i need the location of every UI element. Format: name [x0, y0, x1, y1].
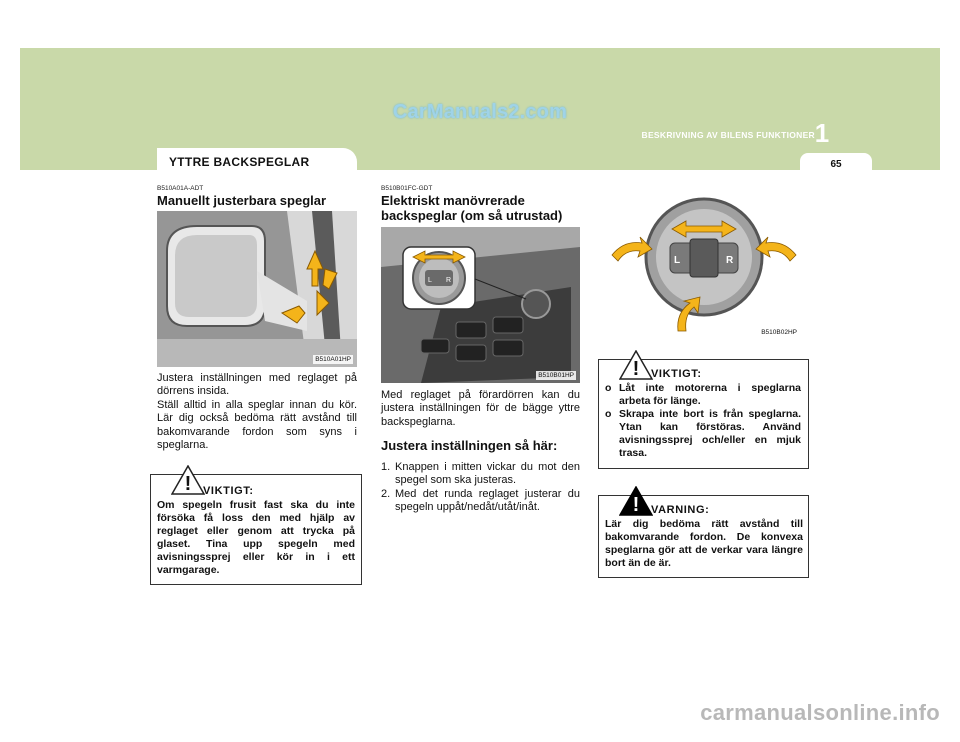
mirror-switch-illustration	[604, 185, 803, 340]
svg-text:!: !	[632, 494, 640, 516]
warning-text: Om spegeln frusit fast ska du inte försöka få loss den med hjälp av reglaget eller genom att trycka på glaset. Tina upp spegeln med avisningssprej eller kör in i ett varmgarage.	[157, 499, 355, 576]
chapter-number: 1	[814, 118, 830, 148]
section-label: BESKRIVNING AV BILENS FUNKTIONER	[641, 130, 815, 140]
watermark-top[interactable]: CarManuals2.com	[392, 101, 568, 123]
switch-closeup-photo	[604, 185, 803, 340]
body-text: Justera inställningen med reglaget på dörrens insida. Ställ alltid in alla speglar innan du kör. Lär dig också bedöma rätt avstånd till bakomvarande fordon som syns i speglarna.	[157, 372, 357, 452]
svg-text:L: L	[674, 255, 681, 266]
section-heading-line1: Elektriskt manövrerade	[381, 193, 525, 208]
section-code: B510B01FC-GDT	[381, 185, 433, 192]
list-item: 2. Med det runda reglaget justerar du spegeln uppåt/nedåt/utåt/inåt.	[381, 487, 580, 514]
watermark-bottom[interactable]: carmanualsonline.info	[700, 700, 940, 725]
warning-triangle-icon	[171, 465, 205, 495]
page-title-tab	[157, 148, 357, 172]
svg-text:L: L	[428, 277, 432, 284]
warning-box	[150, 474, 362, 585]
switch-panel-illustration	[381, 227, 580, 383]
page-number-tab	[800, 153, 872, 173]
image-label: B510A01HP	[315, 356, 351, 363]
section-heading: Manuellt justerbara speglar	[157, 193, 327, 208]
important-box	[598, 359, 809, 469]
svg-text:!: !	[632, 358, 640, 380]
image-label: B510B02HP	[761, 329, 797, 336]
list-item: 1. Knappen i mitten vickar du mot den spegel som ska justeras.	[381, 461, 580, 487]
page-title: YTTRE BACKSPEGLAR	[169, 155, 310, 169]
important-list	[605, 382, 801, 460]
warning-title: VIKTIGT:	[203, 485, 254, 497]
warning-triangle-icon	[619, 350, 653, 380]
steps-list	[381, 461, 580, 515]
section-heading-line2: backspeglar (om så utrustad)	[381, 208, 563, 223]
svg-text:R: R	[726, 255, 734, 266]
svg-text:!: !	[184, 473, 192, 495]
warning-triangle-icon	[619, 486, 653, 516]
danger-box	[598, 495, 809, 578]
sub-heading: Justera inställningen så här:	[381, 438, 558, 453]
danger-title: VARNING:	[651, 504, 710, 516]
important-title: VIKTIGT:	[651, 368, 702, 380]
image-label: B510B01HP	[538, 372, 574, 379]
list-item: o Skrapa inte bort is från speglarna. Ytan kan förstöras. Använd avisningssprej och/eller en mjuk trasa.	[605, 408, 801, 460]
page-number: 65	[830, 159, 842, 170]
mirror-illustration	[157, 211, 357, 367]
body-text: Med reglaget på förardörren kan du justera inställningen för de bägge yttre backspeglarna.	[381, 389, 580, 428]
section-code: B510A01A-ADT	[157, 185, 204, 192]
manual-mirror-photo	[157, 211, 357, 367]
power-mirror-photo	[381, 227, 580, 383]
list-item: o Låt inte motorerna i speglarna arbeta för länge.	[605, 382, 801, 408]
svg-text:R: R	[446, 277, 452, 284]
danger-text: Lär dig bedöma rätt avstånd till bakomvarande fordon. De konvexa speglarna gör att de verkar vara längre bort än de är.	[605, 518, 803, 569]
